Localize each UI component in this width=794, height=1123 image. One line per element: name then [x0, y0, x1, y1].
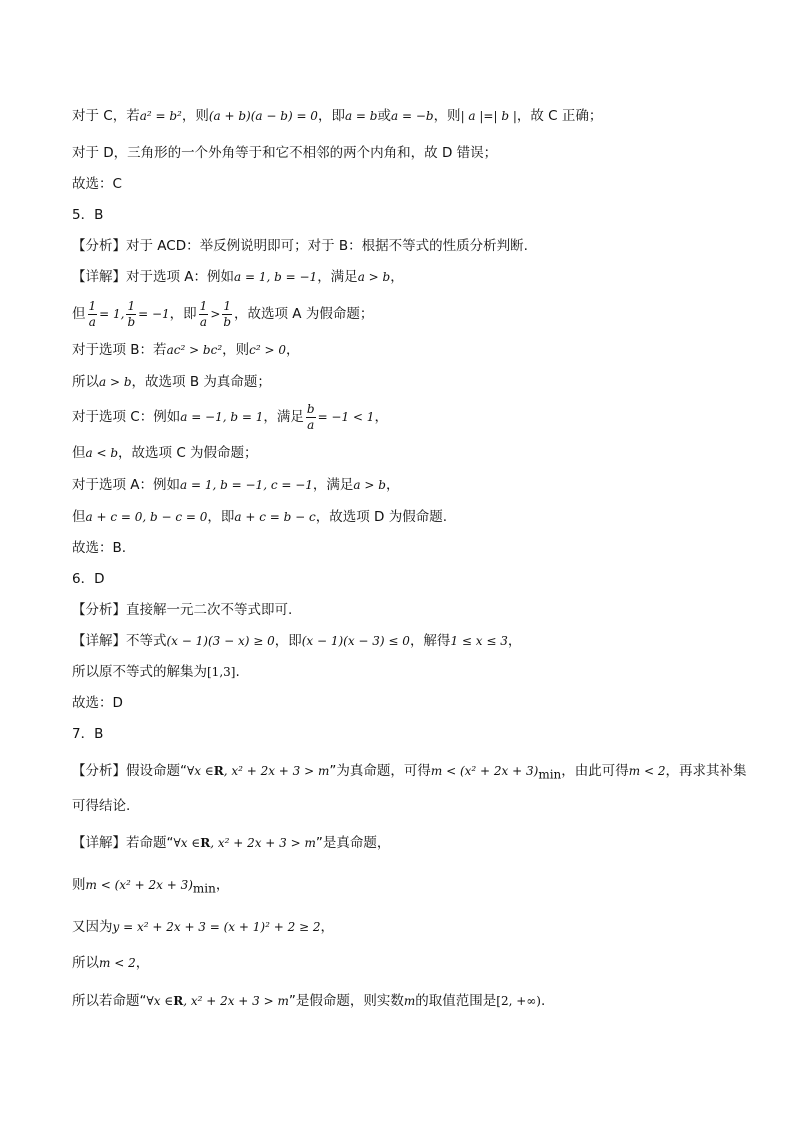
math: [1,3]: [207, 665, 236, 679]
line-conclusion-d: [72, 507, 447, 527]
line-conclusion-b: [72, 372, 271, 392]
text: 的取值范围是: [415, 993, 497, 1009]
math: R: [173, 994, 184, 1008]
text: ，解得: [409, 633, 451, 649]
line-m-less-than-2: [72, 953, 149, 973]
line-detail-6: [72, 631, 521, 651]
math: = −1 < 1: [317, 410, 375, 424]
line-detail-5-d: [72, 475, 399, 495]
text: ，: [286, 342, 300, 358]
math: m: [403, 994, 416, 1008]
text: ，满足: [263, 409, 304, 425]
line-answer-6: [72, 693, 123, 713]
math: (x − 1)(3 − x) ≥ 0: [166, 634, 275, 648]
text: 但: [72, 445, 86, 461]
math-subscript: min: [538, 767, 562, 782]
text: 对于选项 C：例如: [72, 409, 181, 425]
math: a² = b²: [139, 109, 182, 123]
text: 所以若命题“: [72, 993, 147, 1009]
text: 【分析】对于 ACD：举反例说明即可；对于 B：根据不等式的性质分析判断.: [72, 238, 528, 254]
math: = −1: [138, 307, 170, 321]
math: m < (x² + 2x + 3): [430, 764, 539, 778]
text: ”是真命题，: [315, 835, 391, 851]
text: 所以: [72, 955, 99, 971]
math: a + c = b − c: [234, 510, 316, 524]
text: ，再求其补集: [665, 763, 747, 779]
text: ，即: [317, 108, 345, 124]
line-option-c: [72, 106, 602, 126]
math: [2, +∞): [496, 994, 541, 1008]
text: ，由此可得: [561, 763, 629, 779]
text: 6．D: [72, 571, 105, 587]
text: 7．B: [72, 726, 104, 742]
text: ，: [320, 919, 335, 935]
math: ∀x ∈: [146, 994, 174, 1008]
text: 又因为: [72, 919, 113, 935]
math: a > b: [353, 478, 386, 492]
question-7-heading: [72, 724, 103, 744]
text: .: [235, 664, 240, 680]
math: R: [200, 836, 211, 850]
math: | a |=| b |: [460, 109, 517, 123]
math-subscript: min: [192, 881, 216, 896]
math: a = 1, b = −1: [234, 270, 318, 284]
text: ，故 C 正确；: [516, 108, 603, 124]
text: ，故选项 A 为假命题；: [234, 306, 374, 322]
text: ”是假命题，则实数: [288, 993, 404, 1009]
line-vertex-form: [72, 917, 334, 937]
text: ，即: [207, 509, 235, 525]
line-detail-5-a: [72, 267, 404, 287]
text: 【分析】直接解一元二次不等式即可.: [72, 602, 293, 618]
text: ，: [390, 269, 404, 285]
text: ”为真命题，可得: [329, 763, 431, 779]
text: 可得结论.: [72, 798, 131, 814]
math: y = x² + 2x + 3 = (x + 1)² + 2 ≥ 2: [112, 920, 321, 934]
text: ，则: [433, 108, 461, 124]
text: ，即: [169, 306, 197, 322]
line-fraction-a: [72, 297, 373, 331]
fraction: $\frac{1}{b}$: [223, 298, 232, 329]
math: c² > 0: [249, 343, 287, 357]
math: 1 ≤ x ≤ 3: [450, 634, 508, 648]
math: (a + b)(a − b) = 0: [208, 109, 318, 123]
line-option-d: [72, 143, 497, 163]
text: ，满足: [317, 269, 358, 285]
math: m < 2: [628, 764, 666, 778]
math: a > b: [357, 270, 391, 284]
line-analysis-5: [72, 236, 528, 256]
text: 对于 D，三角形的一个外角等于和它不相邻的两个内角和，故 D 错误；: [72, 145, 498, 161]
line-solution-set: [72, 662, 240, 682]
line-final-range: [72, 991, 545, 1011]
fraction: $\frac{1}{a}$: [88, 298, 97, 329]
text: 故选：B.: [72, 540, 127, 556]
math: a = 1, b = −1, c = −1: [180, 478, 313, 492]
text: .: [540, 993, 546, 1009]
text: 对于选项 B：若: [72, 342, 167, 358]
text: ，即: [274, 633, 302, 649]
text: ，: [385, 477, 400, 493]
text: ，故选项 C 为假命题；: [118, 445, 258, 461]
text: 故选：C: [72, 176, 122, 192]
text: ，: [507, 633, 522, 649]
math: a = b: [344, 109, 378, 123]
question-6-heading: [72, 569, 104, 589]
text: 5．B: [72, 207, 104, 223]
text: 所以原不等式的解集为: [72, 664, 207, 680]
fraction: $\frac{1}{b}$: [127, 298, 136, 329]
math: , x² + 2x + 3 > m: [183, 994, 289, 1008]
line-analysis-6: [72, 600, 292, 620]
question-5-heading: [72, 205, 103, 225]
line-detail-5-c: [72, 400, 388, 434]
line-answer-4: [72, 174, 122, 194]
math: (x − 1)(x − 3) ≤ 0: [301, 634, 410, 648]
text: 对于 C，若: [72, 108, 140, 124]
text: ，: [374, 409, 388, 425]
line-detail-7: [72, 833, 390, 853]
text: 则: [72, 877, 86, 893]
math: ∀x ∈: [187, 764, 214, 778]
line-detail-5-b: [72, 340, 300, 360]
line-conclusion-c: [72, 443, 258, 463]
line-min-condition: [72, 875, 229, 899]
math: = 1,: [99, 307, 125, 321]
math: m < (x² + 2x + 3): [85, 878, 193, 892]
math: , x² + 2x + 3 > m: [223, 764, 330, 778]
text: 对于选项 A：例如: [72, 477, 181, 493]
line-answer-5: [72, 538, 126, 558]
math: a + c = 0, b − c = 0: [85, 510, 208, 524]
line-analysis-7: [72, 761, 746, 785]
math: a = −b: [390, 109, 434, 123]
text: 或: [377, 108, 391, 124]
text: ，则: [222, 342, 250, 358]
fraction: $\frac{1}{a}$: [199, 298, 208, 329]
math: a < b: [85, 446, 119, 460]
math: a = −1, b = 1: [180, 410, 264, 424]
fraction: $\frac{b}{a}$: [306, 401, 315, 432]
text: 故选：D: [72, 695, 123, 711]
text: 但: [72, 509, 86, 525]
math: , x² + 2x + 3 > m: [210, 836, 316, 850]
math: m < 2: [99, 956, 136, 970]
text: ，故选项 D 为假命题.: [315, 509, 448, 525]
math: ac² > bc²: [166, 343, 223, 357]
text: 【分析】假设命题“: [72, 763, 187, 779]
text: ，故选项 B 为真命题；: [131, 374, 271, 390]
text: ，: [135, 955, 150, 971]
math: ∀x ∈: [173, 836, 201, 850]
text: 但: [72, 306, 86, 322]
text: 【详解】若命题“: [72, 835, 174, 851]
text: 【详解】对于选项 A：例如: [72, 269, 235, 285]
text: 所以: [72, 374, 99, 390]
line-analysis-7-cont: [72, 796, 130, 816]
text: ，满足: [312, 477, 354, 493]
math: R: [213, 764, 224, 778]
text: ，: [215, 877, 230, 893]
math: >: [210, 307, 221, 321]
text: 【详解】不等式: [72, 633, 167, 649]
math: a > b: [99, 375, 132, 389]
text: ，则: [181, 108, 209, 124]
